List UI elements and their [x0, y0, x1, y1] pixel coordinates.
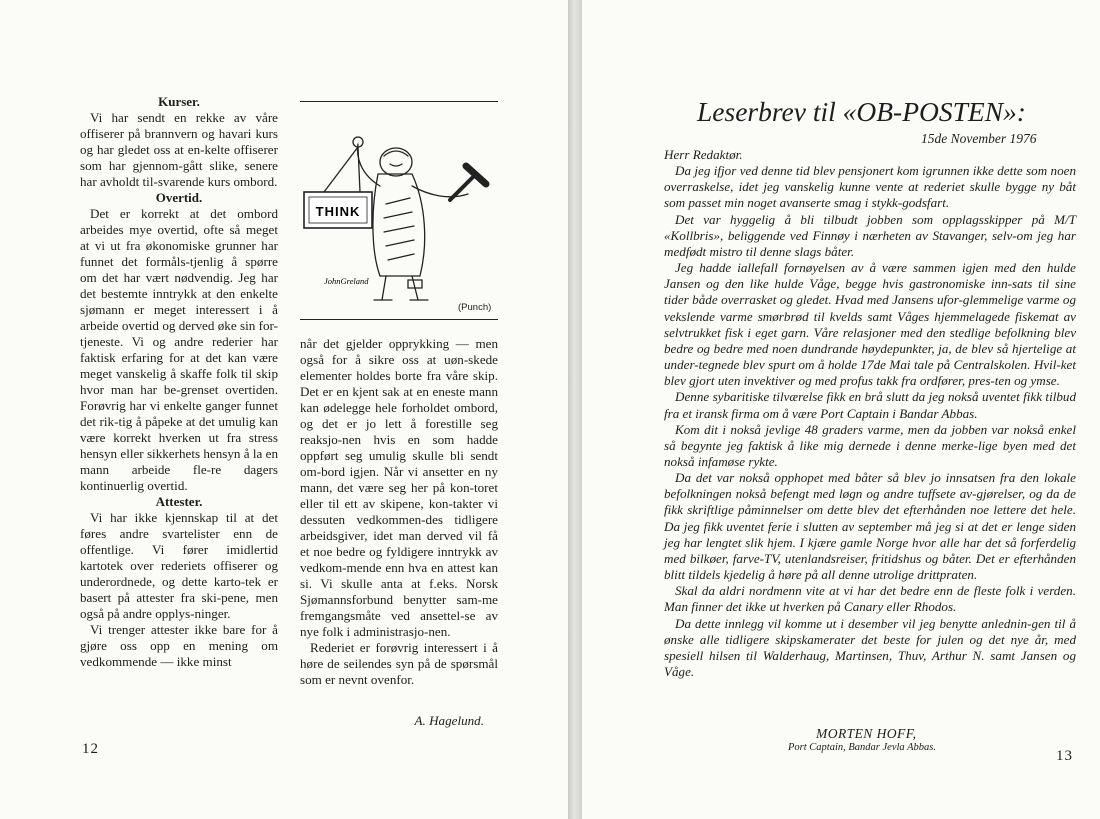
- cartoon-drawing-icon: [300, 104, 498, 320]
- cartoon-signature: JohnGreland: [324, 276, 369, 286]
- left-column-1: [80, 94, 278, 670]
- letter-paragraph: Det var hyggelig å bli tilbudt jobben som opplagsskipper på M/T «Kollbris», beliggende ved Finnøy i nærheten av Stavanger, selv-om jeg har medfødt mistro til denne slags båter.: [664, 211, 1076, 259]
- paragraph: når det gjelder opprykking — men også for å sikre oss at uøn-skede elementer holdes borte fra våre skip. Det er en kjent sak at en eneste mann kan ødelegge hele forholdet ombord, og det er jo lett å forestille seg reaksjo-nen hvis en som hadde oppført seg umulig skulle bli sendt om-bord igjen. Når vi ansetter en ny mann, det være seg her på kon-toret eller til ett av skipene, kon-takter vi dessuten vedkommen-des tidligere arbeidsgiver, idet man derved vil få et noe bedre og fyldigere inntrykk av vedkom-mende enn hva en attest kan si. Vi skulle anta at f.eks. Norsk Sjømannsforbund benytter sam-me fremgangsmåte ved ansettel-se av nye folk i administrasjo-nen.: [300, 336, 498, 639]
- cartoon-credit: (Punch): [458, 302, 492, 313]
- cartoon-illustration: [300, 104, 498, 320]
- section-heading: Kurser.: [158, 94, 200, 109]
- section-heading: Attester.: [155, 494, 203, 509]
- book-gutter: [568, 0, 582, 819]
- letter-paragraph: Kom dit i nokså jevlige 48 graders varme, men da jobben var nokså enkel så begynte jeg faktisk å like mig dernede i denne merke-lige byen med det nokså infamøse rykte.: [664, 421, 1076, 469]
- article-author: A. Hagelund.: [414, 713, 484, 728]
- paragraph: Vi trenger attester ikke bare for å gjøre oss opp en mening om vedkommende — ikke minst: [80, 622, 278, 669]
- letter-date: 15de November 1976: [921, 131, 1037, 146]
- signature-name: MORTEN HOFF,: [816, 726, 917, 741]
- left-column-2: [300, 336, 498, 688]
- letter-paragraph: Da det var nokså opphopet med båter så blev jo innsatsen fra den lokale befolkningen nokså befengt med løgn og andre tuffsete av-gjørelser, og da de fikk skriftlige påminnelser om dette blev det efterhånden noe lettere det hele. Da jeg fikk uventet ferie i slutten av september må jeg si at det er lenge siden jeg har lengtet slik hjem. I kjære gamle Norge hvor alle har det så forferdelig med bilkøer, farve-TV, utenlandsreiser, fritidshus og båter. Det er efterhånden blitt tildels kjedelig å høre på all denne utrolige drittpraten.: [664, 470, 1076, 583]
- letter-salutation: Herr Redaktør.: [664, 147, 743, 162]
- letter-paragraph: Skal da aldri nordmenn vite at vi har det bedre enn de fleste folk i verden. Man finner det ikke ut hverken på Canary eller Rhodos.: [664, 583, 1076, 615]
- section-heading: Overtid.: [155, 190, 203, 205]
- cartoon-top-rule: [300, 101, 498, 102]
- cartoon-sign-text: THINK: [315, 204, 361, 219]
- paragraph: Vi har ikke kjennskap til at det føres andre svartelister enn de offentlige. Vi fører imidlertid kartotek over rederiets offiserer og underordnede, og dette karto-tek er basert på attester fra ski-pene, men også på andre opplys-ninger.: [80, 510, 278, 621]
- paragraph: Vi har sendt en rekke av våre offiserer på brannvern og havari kurs og har gledet oss at en-kelte offiserer som har gjennom-gått slike, senere har avholdt til-svarende kurs ombord.: [80, 110, 278, 189]
- letter-body: [664, 147, 1076, 680]
- letter-paragraph: Denne sybaritiske tilværelse fikk en brå slutt da jeg nokså uventet fikk tilbud fra et iransk firma om å være Port Captain i Bandar Abbas.: [664, 389, 1076, 421]
- paragraph: Rederiet er forøvrig interessert i å høre de seilendes syn på de spørsmål som er nevnt ovenfor.: [300, 640, 498, 687]
- letter-title: Leserbrev til «OB-POSTEN»:: [697, 96, 1026, 127]
- page-number-left: 12: [82, 741, 99, 757]
- cartoon-bottom-rule: [300, 319, 498, 320]
- page-number-right: 13: [1056, 748, 1073, 764]
- letter-paragraph: Da dette innlegg vil komme ut i desember vil jeg benytte anlednin-gen til å ønske alle tidligere skipskamerater det beste for julen og det nye år, med spesiell hilsen til Walderhaug, Martinsen, Thuv, Arthur N. samt Jansen og Våge.: [664, 615, 1076, 679]
- letter-paragraph: Da jeg ifjor ved denne tid blev pensjonert kom igrunnen ikke dette som noen overraskelse, idet jeg vanskelig kunne vente at rederiet skulle bygge ny båt som passet min noget avanserte smag i stykk-godsfart.: [664, 163, 1076, 211]
- paragraph: Det er korrekt at det ombord arbeides mye overtid, ofte så meget at vi ut fra økonomiske grunner har funnet det formåls-tjenlig å spørre om det har vært nødvendig. Jeg har det bestemte inntrykk at den enkelte sjømann er meget interessert i å arbeide overtid og derved øke sin for-tjeneste. Vi og andre rederier har faktisk erfaring for at det kan være meget vanskelig å skaffe folk til skip hvor man har be-grenset overtiden. Forøvrig har vi enkelte ganger funnet det rik-tig å påpeke at det umulig kan være korrekt hverken ut fra stress hensyn eller sikkerhets hensyn å la en mann arbeide fle-re dagers kontinuerlig overtid.: [80, 206, 278, 493]
- letter-paragraph: Jeg hadde iallefall fornøyelsen av å være sammen igjen med den hulde Jansen og den like hulde Våge, begge hvis gastronomiske inn-sats til sine tider både overrasket og gledet. Hvad med Jansens ufor-glemmelige varme og vekslende varme smørbrød til kvelds samt Våges hjemmelagede fiskemat av selvtrukket fisk i eget garn. Våre relasjoner med den stedlige befolkning blev bedre og bedre med noen dundrande høydepunkter, ja, de blev så hjertelige at under-tegnede blev spurt om å holde 17de Mai tale på Centralskolen. Hvil-ket blev gjort uten invektiver og med profus takk fra ordfører, pres-ten og ymse.: [664, 260, 1076, 389]
- signature-role: Port Captain, Bandar Jevla Abbas.: [788, 742, 936, 753]
